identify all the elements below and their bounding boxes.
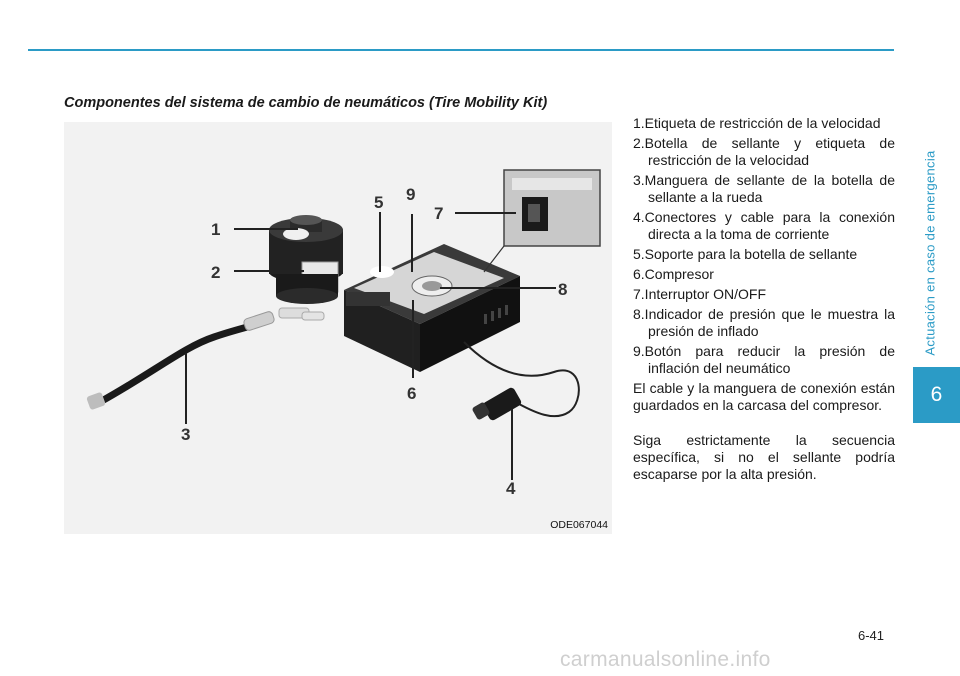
watermark: carmanualsonline.info <box>560 648 771 671</box>
compressor-illustration <box>344 244 520 372</box>
callout-7: 7 <box>434 204 444 223</box>
kit-illustration <box>64 122 612 534</box>
list-item: 6.Compresor <box>633 266 714 282</box>
callout-3: 3 <box>181 425 191 444</box>
figure-code: ODE067044 <box>550 519 608 531</box>
list-item: 8.Indicador de presión que le muestra la presión de inflado <box>633 306 895 339</box>
cable-storage-note: El cable y la manguera de conexión están guardados en la carcasa del compresor. <box>633 380 895 413</box>
chapter-number: 6 <box>930 383 943 406</box>
callout-6: 6 <box>407 384 417 403</box>
component-list <box>633 115 895 486</box>
section-title: Componentes del sistema de cambio de neumáticos (Tire Mobility Kit) <box>64 95 548 111</box>
list-item: 1.Etiqueta de restricción de la velocidad <box>633 115 881 131</box>
chapter-side-label <box>921 140 939 365</box>
bottle-connectors-illustration <box>279 308 324 320</box>
list-item: 2.Botella de sellante y etiqueta de restricción de la velocidad <box>633 135 895 168</box>
callout-2: 2 <box>211 263 221 282</box>
sealant-hose-illustration <box>86 311 275 411</box>
switch-zoom-inset <box>484 170 600 272</box>
power-cable-illustration <box>464 342 579 422</box>
page-number: 6-41 <box>858 628 885 643</box>
callout-5: 5 <box>374 193 384 212</box>
list-item: 9.Botón para reducir la presión de inflación del neumático <box>633 343 895 376</box>
callout-9: 9 <box>406 185 416 204</box>
callout-8: 8 <box>558 280 568 299</box>
list-item: 5.Soporte para la botella de sellante <box>633 246 858 262</box>
callout-4: 4 <box>506 479 516 498</box>
chapter-side-label-text: Actuación en caso de emergencia <box>922 149 938 356</box>
list-item: 3.Manguera de sellante de la botella de sellante a la rueda <box>633 172 895 205</box>
list-item: 7.Interruptor ON/OFF <box>633 286 767 302</box>
tire-mobility-kit-figure <box>64 122 612 534</box>
chapter-tab <box>913 367 960 423</box>
sequence-warning: Siga estrictamente la secuencia específica, si no el sellante podría escaparse por la alta presión. <box>633 432 895 482</box>
list-item: 4.Conectores y cable para la conexión directa a la toma de corriente <box>633 209 895 242</box>
header-rule <box>28 49 894 51</box>
callout-1: 1 <box>211 220 221 239</box>
